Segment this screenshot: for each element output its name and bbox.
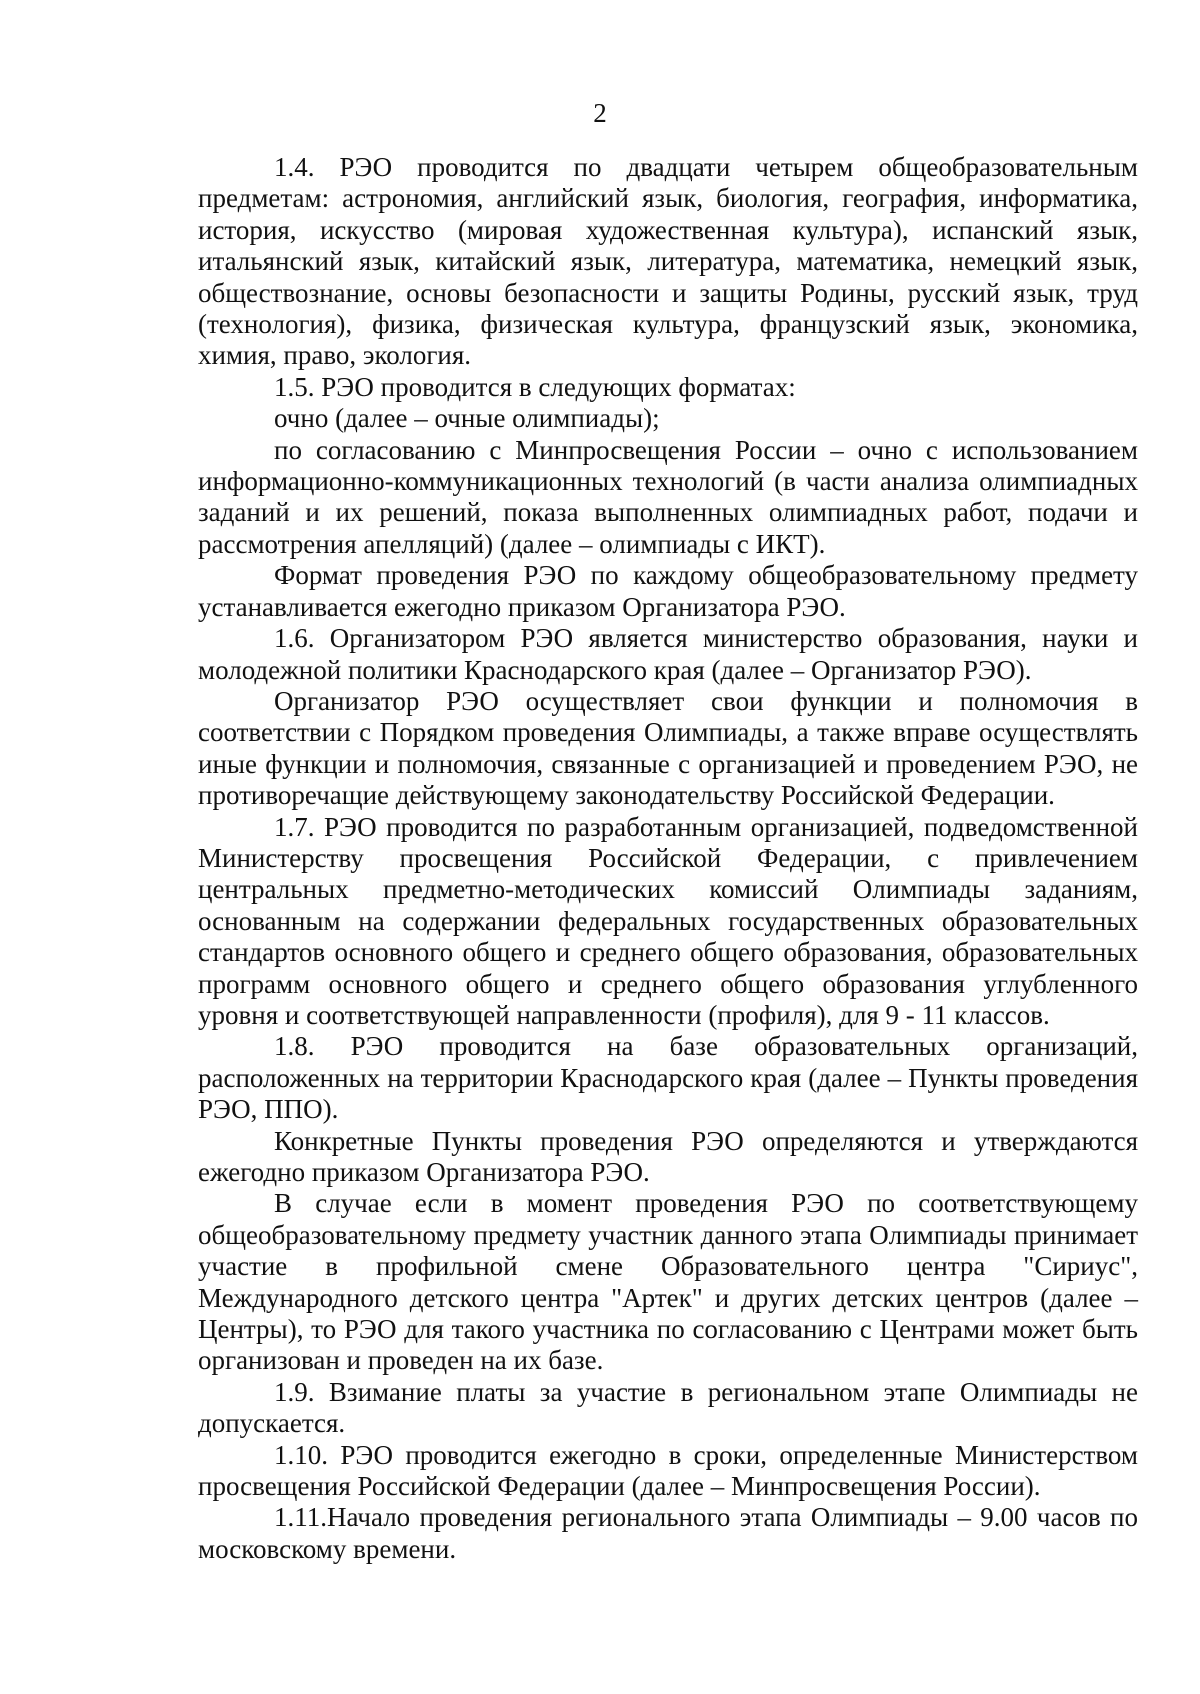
paragraph-1-6: 1.6. Организатором РЭО является министерство образования, науки и молодежной политики Краснодарского края (далее – Организатор РЭО). (198, 623, 1138, 685)
paragraph-1-8: 1.8. РЭО проводится на базе образовательных организаций, расположенных на территории Краснодарского края (далее – Пункты проведения РЭО, ППО). (198, 1031, 1138, 1125)
paragraph-format-ochno: очно (далее – очные олимпиады); (274, 403, 660, 434)
paragraph-organizer-functions: Организатор РЭО осуществляет свои функции и полномочия в соответствии с Порядком проведения Олимпиады, а также вправе осуществлять иные функции и полномочия, связанные с организацией и проведением РЭО, не противоречащие действующему законодательству Российской Федерации. (198, 685, 1138, 811)
paragraph-1-10: 1.10. РЭО проводится ежегодно в сроки, определенные Министерством просвещения Российской Федерации (далее – Минпросвещения России). (198, 1439, 1138, 1502)
paragraph-1-7: 1.7. РЭО проводится по разработанным организацией, подведомственной Министерству просвещения Российской Федерации, с привлечением центральных предметно-методических комиссий Олимпиады заданиям, основанным на содержании федеральных государственных образовательных стандартов основного общего и среднего общего образования, образовательных программ основного общего и среднего общего образования углубленного уровня и соответствующей направленности (профиля), для 9 - 11 классов. (198, 811, 1138, 1030)
paragraph-format-ikt: по согласованию с Минпросвещения России – очно с использованием информационно-коммуникационных технологий (в части анализа олимпиадных заданий и их решений, показа выполненных олимпиадных работ, подачи и рассмотрения апелляций) (далее – олимпиады с ИКТ). (198, 434, 1138, 559)
page-number: 2 (593, 98, 607, 128)
document-body (198, 152, 1138, 1565)
paragraph-1-4: 1.4. РЭО проводится по двадцати четырем общеобразовательным предметам: астрономия, английский язык, биология, география, информатика, история, искусство (мировая художественная культура), испанский язык, итальянский язык, китайский язык, литература, математика, немецкий язык, обществознание, основы безопасности и защиты Родины, русский язык, труд (технология), физика, физическая культура, французский язык, экономика, химия, право, экология. (198, 152, 1138, 371)
paragraph-centers: В случае если в момент проведения РЭО по соответствующему общеобразовательному предмету участник данного этапа Олимпиады принимает участие в профильной смене Образовательного центра "Сириус", Международного детского центра "Артек" и других детских центров (далее – Центры), то РЭО для такого участника по согласованию с Центрами может быть организован и проведен на их базе. (198, 1188, 1138, 1376)
paragraph-ppo-order: Конкретные Пункты проведения РЭО определяются и утверждаются ежегодно приказом Организатора РЭО. (198, 1125, 1138, 1187)
paragraph-1-5: 1.5. РЭО проводится в следующих форматах: (274, 371, 796, 402)
paragraph-1-9: 1.9. Взимание платы за участие в региональном этапе Олимпиады не допускается. (198, 1376, 1138, 1439)
paragraph-1-11: 1.11.Начало проведения регионального этапа Олимпиады – 9.00 часов по московскому времени. (198, 1502, 1138, 1564)
paragraph-format-order: Формат проведения РЭО по каждому общеобразовательному предмету устанавливается ежегодно приказом Организатора РЭО. (198, 560, 1138, 622)
